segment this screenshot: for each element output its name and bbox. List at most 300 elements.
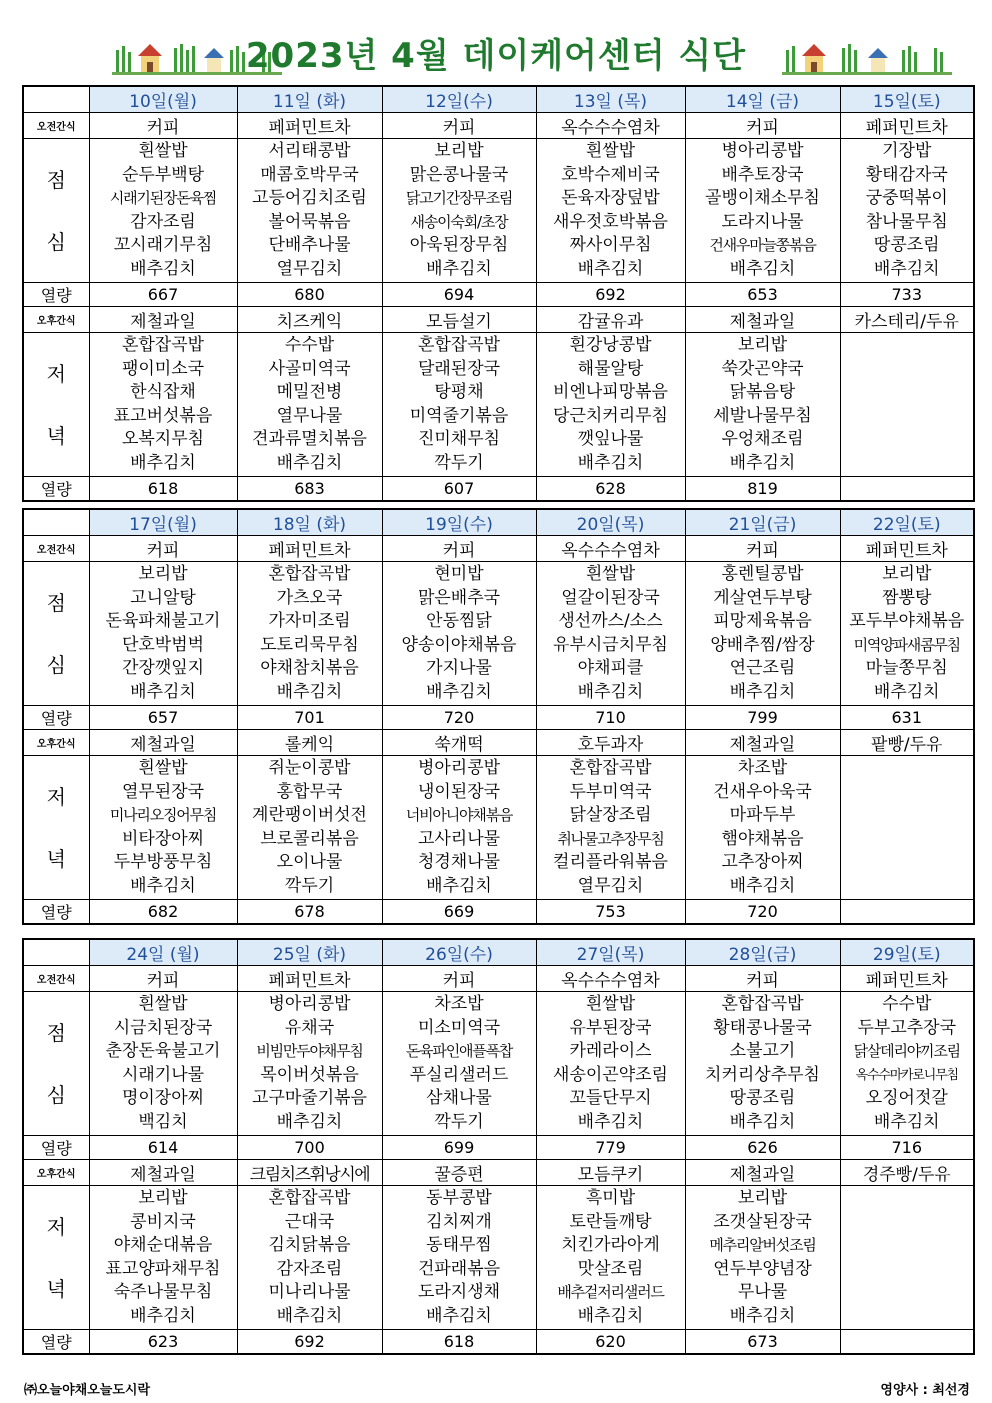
lunch-row xyxy=(23,562,974,706)
menu-item: 혼합잡곡밥 xyxy=(417,335,501,355)
menu-item: 시래기된장돈육찜 xyxy=(109,189,217,207)
morning-snack: 커피 xyxy=(382,113,536,139)
afternoon-snack: 제철과일 xyxy=(685,730,840,756)
kcal-value: 699 xyxy=(382,1136,536,1160)
afternoon-snack-label: 오후간식 xyxy=(23,1160,89,1186)
menu-item: 고니알탕 xyxy=(130,587,196,608)
menu-item: 당근치커리무침 xyxy=(553,405,668,426)
meal-menu-cell xyxy=(685,333,840,477)
menu-item: 맛살조림 xyxy=(577,1258,644,1279)
menu-item: 달래된장국 xyxy=(417,358,501,379)
meal-label-char: 저 xyxy=(46,1214,66,1239)
menu-item: 얼갈이된장국 xyxy=(561,587,660,608)
menu-item: 보리밥 xyxy=(737,1188,788,1208)
menu-item: 조갯살된장국 xyxy=(713,1211,812,1232)
menu-item: 명이장아찌 xyxy=(121,1088,205,1108)
menu-item: 비엔나피망볶음 xyxy=(553,382,668,402)
kcal-value: 720 xyxy=(685,900,840,925)
date-header: 19일(수) xyxy=(382,509,536,536)
menu-item xyxy=(841,875,974,899)
menu-item: 오복지무침 xyxy=(121,429,205,449)
meal-menu-cell xyxy=(89,333,237,477)
menu-item: 메추리알버섯조림 xyxy=(709,1236,816,1254)
date-header: 28일(금) xyxy=(685,939,840,966)
kcal-value: 631 xyxy=(840,706,974,730)
menu-item: 콩비지국 xyxy=(130,1211,196,1232)
menu-item: 팽이미소국 xyxy=(121,358,205,379)
afternoon-snack: 치즈케익 xyxy=(237,307,382,333)
meal-menu-cell xyxy=(89,992,237,1136)
lunch-row-label xyxy=(23,562,89,706)
menu-item xyxy=(841,405,974,429)
menu-item: 보리밥 xyxy=(737,335,788,355)
meal-menu-cell xyxy=(89,1186,237,1330)
menu-item: 혼합잡곡밥 xyxy=(569,758,652,778)
menu-item: 닭살데리야끼조림 xyxy=(853,1042,960,1060)
morning-snack: 페퍼민트차 xyxy=(840,966,974,992)
menu-item: 건파래볶음 xyxy=(417,1258,501,1279)
menu-item: 김치찌개 xyxy=(426,1211,492,1232)
corner-cell xyxy=(23,509,89,536)
menu-item xyxy=(841,334,974,358)
meal-label-char: 저 xyxy=(46,361,66,386)
meal-menu-cell xyxy=(382,756,536,900)
menu-item xyxy=(841,358,974,382)
morning-snack: 커피 xyxy=(382,966,536,992)
meal-label-char: 심 xyxy=(46,229,66,254)
morning-snack: 페퍼민트차 xyxy=(840,536,974,562)
menu-item xyxy=(841,1211,974,1235)
menu-item: 삼채나물 xyxy=(426,1088,492,1108)
kcal-label: 열량 xyxy=(23,477,89,502)
menu-item: 포두부야채볶음 xyxy=(849,611,965,631)
morning-snack: 커피 xyxy=(685,966,840,992)
morning-snack: 옥수수수염차 xyxy=(536,113,685,139)
menu-item: 햄야채볶음 xyxy=(721,828,804,849)
menu-item: 오징어젓갈 xyxy=(865,1088,948,1108)
menu-item: 맑은배추국 xyxy=(417,587,501,608)
menu-item: 혼합잡곡밥 xyxy=(268,1188,351,1208)
menu-item: 돈육파인애플폭찹 xyxy=(405,1042,513,1060)
menu-item: 배추겉저리샐러드 xyxy=(557,1283,664,1301)
morning-snack: 페퍼민트차 xyxy=(237,966,382,992)
morning-snack-label: 오전간식 xyxy=(23,536,89,562)
week-table xyxy=(22,85,975,502)
menu-item: 배추김치 xyxy=(729,875,796,896)
kcal-label: 열량 xyxy=(23,283,89,307)
menu-item: 현미밥 xyxy=(434,564,484,584)
menu-item: 토란들깨탕 xyxy=(569,1211,652,1232)
menu-item: 참나물무침 xyxy=(865,211,948,232)
menu-item: 치킨가라아게 xyxy=(561,1235,660,1255)
kcal-value: 614 xyxy=(89,1136,237,1160)
menu-item: 마파두부 xyxy=(729,805,796,825)
menu-item: 마늘쫑무침 xyxy=(865,658,948,678)
date-header: 27일(목) xyxy=(536,939,685,966)
kcal-value: 628 xyxy=(536,477,685,502)
menu-item: 도라지생채 xyxy=(417,1282,501,1302)
afternoon-snack: 롤케익 xyxy=(237,730,382,756)
menu-item: 탕평채 xyxy=(434,382,484,402)
menu-item: 근대국 xyxy=(284,1211,335,1232)
lunch-row-label xyxy=(23,992,89,1136)
menu-item: 황태감자국 xyxy=(865,164,948,185)
meal-menu-cell xyxy=(382,1186,536,1330)
menu-item: 볼어묵볶음 xyxy=(268,211,351,232)
menu-item: 비빔만두야채무침 xyxy=(256,1042,363,1060)
menu-item: 배추김치 xyxy=(426,875,492,896)
kcal-label: 열량 xyxy=(23,900,89,925)
menu-item: 흰쌀밥 xyxy=(585,141,636,161)
menu-item: 생선까스/소스 xyxy=(558,611,663,631)
menu-item: 연근조림 xyxy=(729,658,796,678)
kcal-value: 710 xyxy=(536,706,685,730)
menu-item: 짬뽕탕 xyxy=(882,587,932,608)
menu-item: 미역줄기볶음 xyxy=(409,405,509,426)
meal-label-char: 점 xyxy=(46,1020,66,1045)
menu-item: 홍합무국 xyxy=(276,781,343,802)
morning-snack: 페퍼민트차 xyxy=(237,113,382,139)
menu-item: 미나리오징어무침 xyxy=(109,806,217,824)
kcal-value: 716 xyxy=(840,1136,974,1160)
menu-item: 열무나물 xyxy=(276,405,343,426)
menu-item: 안동찜닭 xyxy=(426,611,492,631)
date-header: 15일(토) xyxy=(840,86,974,113)
afternoon-snack-row xyxy=(23,730,974,756)
menu-item: 유부된장국 xyxy=(569,1017,652,1038)
menu-item xyxy=(841,381,974,405)
afternoon-snack-label: 오후간식 xyxy=(23,730,89,756)
menu-item: 사골미역국 xyxy=(268,358,351,379)
kcal-value: 694 xyxy=(382,283,536,307)
menu-item: 미나리나물 xyxy=(268,1282,351,1302)
menu-item: 배추김치 xyxy=(577,258,644,279)
menu-item: 배추김치 xyxy=(873,1111,940,1132)
meal-menu-cell xyxy=(382,562,536,706)
date-header: 13일 (목) xyxy=(536,86,685,113)
menu-item: 보리밥 xyxy=(138,1188,188,1208)
morning-snack: 옥수수수염차 xyxy=(536,536,685,562)
menu-item: 연두부양념장 xyxy=(713,1258,812,1279)
menu-item: 너비아니야채볶음 xyxy=(405,806,513,824)
menu-item: 새우젓호박볶음 xyxy=(553,211,668,232)
meal-menu-cell xyxy=(536,333,685,477)
dinner-kcal-row xyxy=(23,1330,974,1355)
afternoon-snack: 제철과일 xyxy=(89,730,237,756)
menu-item: 오이나물 xyxy=(276,852,343,872)
menu-item: 배추김치 xyxy=(130,681,196,702)
kcal-value: 607 xyxy=(382,477,536,502)
menu-item xyxy=(841,804,974,828)
menu-item: 열무김치 xyxy=(577,875,644,896)
menu-item: 미역양파새콤무침 xyxy=(853,635,960,654)
menu-item: 목이버섯볶음 xyxy=(260,1064,359,1085)
menu-item: 두부미역국 xyxy=(569,781,652,802)
menu-item: 배추김치 xyxy=(276,681,343,702)
afternoon-snack: 카스테리/두유 xyxy=(840,307,974,333)
afternoon-snack: 제철과일 xyxy=(89,1160,237,1186)
menu-item: 호박수제비국 xyxy=(561,164,660,185)
menu-item: 숙주나물무침 xyxy=(113,1282,213,1302)
dinner-kcal-row xyxy=(23,900,974,925)
menu-item: 견과류멸치볶음 xyxy=(252,429,367,449)
meal-menu-cell xyxy=(536,139,685,283)
menu-item: 수수밥 xyxy=(882,994,932,1014)
menu-item xyxy=(841,452,974,476)
morning-snack: 커피 xyxy=(382,536,536,562)
meal-menu-cell xyxy=(237,333,382,477)
corner-cell xyxy=(23,86,89,113)
menu-item: 궁중떡볶이 xyxy=(865,188,948,208)
afternoon-snack: 감귤유과 xyxy=(536,307,685,333)
menu-item: 야채피클 xyxy=(577,658,644,678)
dinner-row-label xyxy=(23,333,89,477)
meal-menu-cell xyxy=(382,333,536,477)
kcal-value xyxy=(840,1330,974,1355)
menu-item: 가츠오국 xyxy=(276,587,343,608)
menu-item: 한식잡채 xyxy=(130,382,196,402)
menu-item: 시래기나물 xyxy=(121,1064,205,1085)
menu-item xyxy=(841,1281,974,1305)
menu-item: 배추김치 xyxy=(577,1305,644,1326)
menu-item: 땅콩조림 xyxy=(873,235,940,255)
menu-item: 배추토장국 xyxy=(721,164,804,185)
menu-item: 흰쌀밥 xyxy=(138,141,188,161)
afternoon-snack-label: 오후간식 xyxy=(23,307,89,333)
morning-snack-row xyxy=(23,966,974,992)
menu-item: 기장밥 xyxy=(882,141,932,161)
date-header: 11일 (화) xyxy=(237,86,382,113)
menu-item: 돈육자장덮밥 xyxy=(561,188,660,208)
menu-item: 양송이야채볶음 xyxy=(401,634,517,655)
date-header: 21일(금) xyxy=(685,509,840,536)
kcal-value: 720 xyxy=(382,706,536,730)
menu-item: 게살연두부탕 xyxy=(713,587,812,608)
menu-item: 브로콜리볶음 xyxy=(260,828,359,849)
menu-item xyxy=(841,851,974,875)
kcal-value: 623 xyxy=(89,1330,237,1355)
kcal-value: 673 xyxy=(685,1330,840,1355)
morning-snack: 커피 xyxy=(89,113,237,139)
menu-item: 보리밥 xyxy=(138,564,188,584)
menu-item: 취나물고추장무침 xyxy=(557,829,664,848)
kcal-value: 678 xyxy=(237,900,382,925)
kcal-value: 618 xyxy=(382,1330,536,1355)
menu-item: 옥수수마카로니무침 xyxy=(855,1067,958,1083)
morning-snack: 페퍼민트차 xyxy=(840,113,974,139)
menu-item: 병아리콩밥 xyxy=(268,994,351,1014)
menu-item: 양배추찜/쌈장 xyxy=(710,634,815,655)
menu-item: 도토리묵무침 xyxy=(260,634,359,655)
menu-item xyxy=(841,428,974,452)
meal-menu-cell xyxy=(382,992,536,1136)
menu-item: 쑥갓곤약국 xyxy=(721,358,804,379)
menu-item: 혼합잡곡밥 xyxy=(721,994,804,1014)
meal-label-char: 녁 xyxy=(46,846,66,871)
meal-menu-cell xyxy=(840,992,974,1136)
menu-item: 닭살장조림 xyxy=(569,805,652,825)
menu-item: 김치닭볶음 xyxy=(268,1235,351,1255)
menu-item: 아욱된장무침 xyxy=(409,235,509,255)
menu-item: 황태콩나물국 xyxy=(713,1017,812,1038)
menu-item: 매콤호박무국 xyxy=(260,164,359,185)
menu-item xyxy=(841,781,974,805)
menu-item: 간장깻잎지 xyxy=(121,658,205,678)
menu-item: 수수밥 xyxy=(284,335,335,355)
menu-item xyxy=(841,828,974,852)
menu-item: 야채참치볶음 xyxy=(260,658,359,678)
menu-item: 짜사이무침 xyxy=(569,235,652,255)
meal-menu-cell xyxy=(536,1186,685,1330)
menu-item: 흰강낭콩밥 xyxy=(569,335,652,355)
date-row xyxy=(23,86,974,113)
menu-item: 배추김치 xyxy=(426,258,492,279)
menu-item: 맑은콩나물국 xyxy=(409,164,509,185)
menu-item: 깍두기 xyxy=(434,1111,484,1132)
menu-item: 흑미밥 xyxy=(585,1188,636,1208)
kcal-value xyxy=(840,900,974,925)
menu-item: 푸실리샐러드 xyxy=(409,1064,509,1085)
meal-menu-cell xyxy=(685,562,840,706)
menu-item: 보리밥 xyxy=(434,141,484,161)
company-name: ㈜오늘야채오늘도시락 xyxy=(24,1383,151,1398)
menu-item: 깻잎나물 xyxy=(577,429,644,449)
menu-item: 순두부백탕 xyxy=(121,164,205,185)
afternoon-snack: 제철과일 xyxy=(89,307,237,333)
menu-item: 흰쌀밥 xyxy=(138,758,188,778)
menu-item: 동태무찜 xyxy=(426,1235,492,1255)
meal-menu-cell xyxy=(237,1186,382,1330)
menu-item xyxy=(841,1234,974,1258)
meal-menu-cell xyxy=(237,756,382,900)
kcal-value: 819 xyxy=(685,477,840,502)
date-header: 25일 (화) xyxy=(237,939,382,966)
date-header: 18일 (화) xyxy=(237,509,382,536)
menu-item: 미소미역국 xyxy=(417,1017,501,1038)
date-header: 26일(수) xyxy=(382,939,536,966)
lunch-row-label xyxy=(23,139,89,283)
kcal-value: 626 xyxy=(685,1136,840,1160)
menu-item: 무나물 xyxy=(737,1282,788,1302)
kcal-value: 683 xyxy=(237,477,382,502)
menu-item: 새송이곤약조림 xyxy=(553,1064,668,1085)
afternoon-snack-row xyxy=(23,307,974,333)
kcal-value: 733 xyxy=(840,283,974,307)
menu-item: 두부방풍무침 xyxy=(113,852,213,872)
afternoon-snack: 모듬쿠키 xyxy=(536,1160,685,1186)
menu-item: 치커리상추무침 xyxy=(705,1064,820,1085)
menu-item: 시금치된장국 xyxy=(113,1017,213,1038)
menu-item xyxy=(841,757,974,781)
meal-menu-cell xyxy=(237,139,382,283)
menu-item: 가지나물 xyxy=(426,658,492,678)
meal-label-char: 녁 xyxy=(46,1276,66,1301)
afternoon-snack: 경주빵/두유 xyxy=(840,1160,974,1186)
meal-menu-cell xyxy=(840,1186,974,1330)
afternoon-snack: 모듬설기 xyxy=(382,307,536,333)
menu-item: 가자미조림 xyxy=(268,611,351,631)
kcal-value: 618 xyxy=(89,477,237,502)
morning-snack-label: 오전간식 xyxy=(23,966,89,992)
menu-item: 소불고기 xyxy=(729,1041,796,1061)
menu-item: 혼합잡곡밥 xyxy=(268,564,351,584)
dinner-row xyxy=(23,1186,974,1330)
date-header: 24일 (월) xyxy=(89,939,237,966)
menu-item: 서리태콩밥 xyxy=(268,141,351,161)
corner-cell xyxy=(23,939,89,966)
menu-item: 배추김치 xyxy=(729,1305,796,1326)
kcal-value: 653 xyxy=(685,283,840,307)
menu-item: 건새우아욱국 xyxy=(713,781,812,802)
menu-item: 배추김치 xyxy=(276,1305,343,1326)
menu-item: 감자조림 xyxy=(276,1258,343,1279)
menu-item: 배추김치 xyxy=(276,1111,343,1132)
date-row xyxy=(23,939,974,966)
menu-item: 유채국 xyxy=(284,1017,335,1038)
menu-item: 홍렌틸콩밥 xyxy=(721,564,804,584)
meal-menu-cell xyxy=(840,756,974,900)
afternoon-snack: 팥빵/두유 xyxy=(840,730,974,756)
date-header: 29일(토) xyxy=(840,939,974,966)
menu-item: 배추김치 xyxy=(130,258,196,279)
menu-item: 피망제육볶음 xyxy=(713,611,812,631)
morning-snack: 커피 xyxy=(685,113,840,139)
kcal-value: 779 xyxy=(536,1136,685,1160)
menu-item: 흰쌀밥 xyxy=(585,994,636,1014)
meal-menu-cell xyxy=(840,333,974,477)
kcal-value: 701 xyxy=(237,706,382,730)
afternoon-snack: 제철과일 xyxy=(685,1160,840,1186)
menu-item: 혼합잡곡밥 xyxy=(121,335,205,355)
meal-label-char: 저 xyxy=(46,784,66,809)
morning-snack-row xyxy=(23,113,974,139)
menu-item: 야채순대볶음 xyxy=(113,1235,213,1255)
menu-item: 건새우마늘쫑볶음 xyxy=(709,236,816,254)
menu-item xyxy=(841,1187,974,1211)
menu-item: 진미채무침 xyxy=(417,429,501,449)
menu-item: 차조밥 xyxy=(434,994,484,1014)
menu-item: 배추김치 xyxy=(729,258,796,279)
meal-menu-cell xyxy=(685,1186,840,1330)
kcal-value: 700 xyxy=(237,1136,382,1160)
menu-item: 배추김치 xyxy=(729,452,796,473)
kcal-value: 692 xyxy=(536,283,685,307)
date-header: 20일(목) xyxy=(536,509,685,536)
lunch-kcal-row xyxy=(23,1136,974,1160)
menu-item: 땅콩조림 xyxy=(729,1088,796,1108)
meal-menu-cell xyxy=(840,562,974,706)
menu-item: 배추김치 xyxy=(426,681,492,702)
menu-item: 컬리플라워볶음 xyxy=(553,852,668,872)
morning-snack: 커피 xyxy=(89,536,237,562)
meal-menu-cell xyxy=(237,562,382,706)
meal-label-char: 심 xyxy=(46,1082,66,1107)
meal-menu-cell xyxy=(685,139,840,283)
menu-item: 배추김치 xyxy=(577,452,644,473)
menu-item: 병아리콩밥 xyxy=(721,141,804,161)
kcal-value: 669 xyxy=(382,900,536,925)
meal-label-char: 점 xyxy=(46,167,66,192)
meal-menu-cell xyxy=(536,756,685,900)
kcal-value: 692 xyxy=(237,1330,382,1355)
menu-item: 고사리나물 xyxy=(417,828,501,849)
date-header: 12일(수) xyxy=(382,86,536,113)
menu-item: 흰쌀밥 xyxy=(585,564,636,584)
date-header: 14일 (금) xyxy=(685,86,840,113)
morning-snack: 페퍼민트차 xyxy=(237,536,382,562)
afternoon-snack: 꿀증편 xyxy=(382,1160,536,1186)
menu-item: 깍두기 xyxy=(434,452,484,473)
